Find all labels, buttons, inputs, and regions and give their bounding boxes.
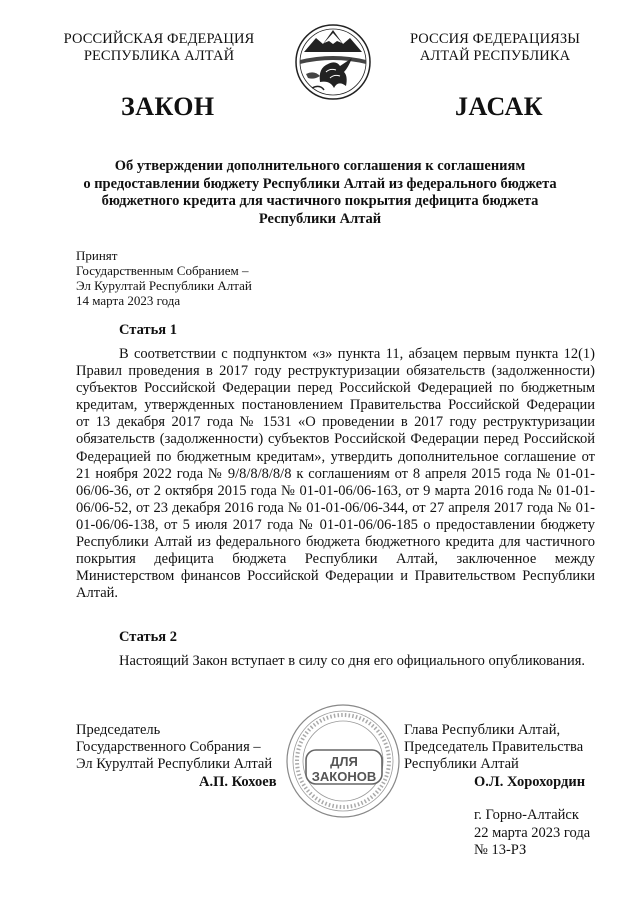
signature-right-line1: Глава Республики Алтай, (404, 722, 561, 738)
law-number: № 13-РЗ (474, 842, 527, 858)
signature-right (404, 722, 583, 773)
adoption-line3: Эл Курултай Республики Алтай (76, 278, 252, 293)
place-city: г. Горно-Алтайск (474, 807, 579, 823)
doc-type-russian: ЗАКОН (121, 92, 215, 121)
adoption-info (76, 248, 252, 308)
law-title-line4: Республики Алтай (258, 210, 382, 227)
article2-heading: Статья 2 (119, 629, 177, 645)
place-date-number (474, 807, 590, 860)
law-title-line1: Об утверждении дополнительного соглашения к соглашениям (114, 158, 526, 174)
adoption-line2: Государственным Собранием – (76, 263, 249, 278)
signature-left (76, 722, 272, 773)
stamp-line2: ЗАКОНОВ (311, 769, 377, 784)
law-title (72, 158, 568, 228)
doc-type-altai: JАСАК (455, 92, 544, 121)
law-title-line3: бюджетного кредита для частичного покрытия дефицита бюджета (101, 193, 539, 209)
signature-right-line2: Председатель Правительства (404, 739, 584, 755)
signature-right-name: О.Л. Хорохордин (474, 774, 586, 790)
adoption-line1: Принят (76, 248, 118, 263)
signature-left-line3: Эл Курултай Республики Алтай (76, 756, 273, 772)
header-right (395, 31, 595, 65)
law-title-line2: о предоставлении бюджету Республики Алтай из федерального бюджета (83, 175, 557, 192)
official-stamp (284, 702, 402, 820)
article1-heading: Статья 1 (119, 322, 177, 338)
article1-text: В соответствии с подпунктом «з» пункта 11, абзацем первым пункта 12(1) Правил проведения в 2017 году реструктуризации обязательств (задолженности) субъектов Российской Федерации перед Российской Федерацией по бюджетным кредитам, утвержденных постановлением Правительства Российской Федерации от 13 декабря 2017 года № 1531 «О проведении в 2017 году реструктуризации обязательств (задолженности) субъектов Российской Федерации перед Российской Федерацией по бюджетным кредитам», утвердить дополнительное соглашение от 21 ноября 2022 года № 9/8/8/8/8/8 к соглашениям от 8 апреля 2015 года № 01-01-06/06-36, от 2 октября 2015 года № 01-01-06/06-163, от 9 марта 2016 года № 01-01-06/06-52, от 23 декабря 2016 года № 01-01-06/06-344, от 27 апреля 2017 года № 01-01-06/06-138, от 5 июля 2017 года № 01-01-06/06-185 о предоставлении бюджету Республики Алтай из федерального бюджета бюджетного кредита для частичного покрытия дефицита бюджета Республики Алтай, заключенное между Министерством финансов Российской Федерации и Правительством Республики Алтай. (76, 346, 595, 602)
adoption-line4: 14 марта 2023 года (76, 293, 181, 308)
signature-left-line2: Государственного Собрания – (76, 739, 261, 755)
signature-right-line3: Республики Алтай (404, 756, 519, 772)
header-left (44, 31, 274, 65)
stamp-line1: ДЛЯ (330, 754, 358, 769)
signature-left-name: А.П. Кохоев (199, 774, 277, 790)
header-left-line2: РЕСПУБЛИКА АЛТАЙ (83, 48, 235, 64)
header-right-line1: РОССИЯ ФЕДЕРАЦИЯЗЫ (409, 31, 581, 47)
altai-republic-coat-of-arms-icon (290, 22, 376, 102)
place-date: 22 марта 2023 года (474, 824, 591, 841)
article2-text: Настоящий Закон вступает в силу со дня его официального опубликования. (119, 653, 586, 669)
signature-left-line1: Председатель (76, 722, 161, 738)
header-left-line1: РОССИЙСКАЯ ФЕДЕРАЦИЯ (63, 31, 255, 47)
header-right-line2: АЛТАЙ РЕСПУБЛИКА (419, 48, 571, 64)
